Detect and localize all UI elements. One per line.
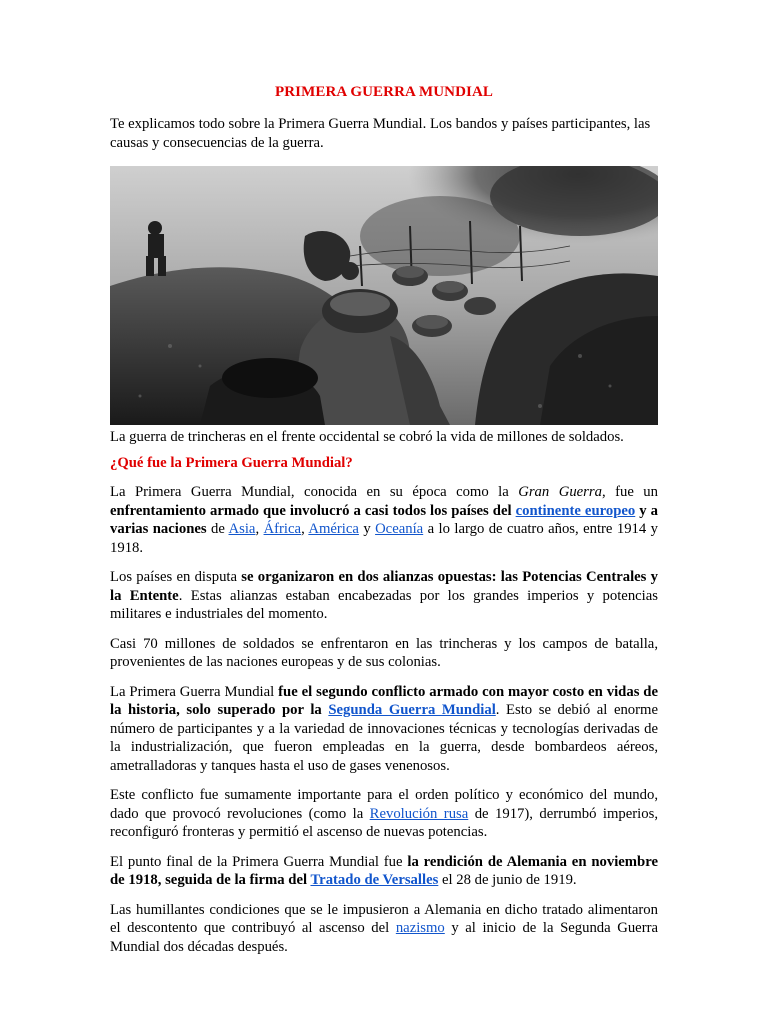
- section-heading: ¿Qué fue la Primera Guerra Mundial?: [110, 455, 353, 471]
- link-africa[interactable]: África: [263, 521, 302, 537]
- gran-guerra-term: Gran Guerra: [518, 484, 602, 500]
- paragraph-3: Casi 70 millones de soldados se enfrentaron en las trincheras y los campos de batalla, provenientes de las naciones europeas y de sus colonias.: [110, 635, 658, 670]
- paragraph-2: Los países en disputa se organizaron en dos alianzas opuestas: las Potencias Centrales y la Entente. Estas alianzas estaban encabezadas por los grandes imperios y potencias militares e industriales del momento.: [110, 569, 658, 622]
- paragraph-1: La Primera Guerra Mundial, conocida en su época como la Gran Guerra, fue un enfrentamiento armado que involucró a casi todos los países del continente europeo y a varias naciones de Asia, África, América y Oceanía a lo largo de cuatro años, entre 1914 y 1918.: [110, 484, 659, 556]
- paragraph-6: El punto final de la Primera Guerra Mundial fue la rendición de Alemania en noviembre de 1918, seguida de la firma del Tratado de Versalles el 28 de junio de 1919.: [110, 853, 658, 888]
- link-continente-europeo[interactable]: continente europeo: [515, 502, 636, 519]
- link-tratado-de-versalles[interactable]: Tratado de Versalles: [310, 872, 439, 888]
- link-revolucion-rusa[interactable]: Revolución rusa: [369, 805, 469, 822]
- document-title: PRIMERA GUERRA MUNDIAL: [274, 84, 494, 100]
- link-asia[interactable]: Asia: [228, 521, 256, 537]
- link-oceania[interactable]: Oceanía: [375, 521, 424, 537]
- paragraph-5: Este conflicto fue sumamente importante para el orden político y económico del mundo, dado que provocó revoluciones (como la Revolución rusa de 1917), derrumbó imperios, reconfiguró fronteras y permitió el ascenso de nuevas potencias.: [110, 787, 658, 840]
- document-body: [110, 84, 658, 967]
- link-america[interactable]: América: [308, 521, 359, 537]
- link-segunda-guerra-mundial[interactable]: Segunda Guerra Mundial: [328, 702, 496, 718]
- link-nazismo[interactable]: nazismo: [395, 920, 445, 936]
- paragraph-7: Las humillantes condiciones que se le impusieron a Alemania en dicho tratado alimentaron el descontento que contribuyó al ascenso del nazismo y al inicio de la Segunda Guerra Mundial dos décadas después.: [110, 901, 658, 955]
- paragraph-4: La Primera Guerra Mundial fue el segundo conflicto armado con mayor costo en vidas de la historia, solo superado por la Segunda Guerra Mundial. Esto se debió al enorme número de participantes y a la variedad de innovaciones técnicas y tecnologías derivadas de la industrialización, que fueron empleadas en la guerra, desde bombardeos aéreos, ametralladoras y tanques hasta el uso de gases venenosos.: [110, 683, 658, 774]
- photo-caption: La guerra de trincheras en el frente occidental se cobró la vida de millones de soldados.: [110, 429, 624, 445]
- trench-photo: [110, 166, 658, 425]
- intro-paragraph: Te explicamos todo sobre la Primera Guerra Mundial. Los bandos y países participantes, las causas y consecuencias de la guerra.: [110, 116, 651, 151]
